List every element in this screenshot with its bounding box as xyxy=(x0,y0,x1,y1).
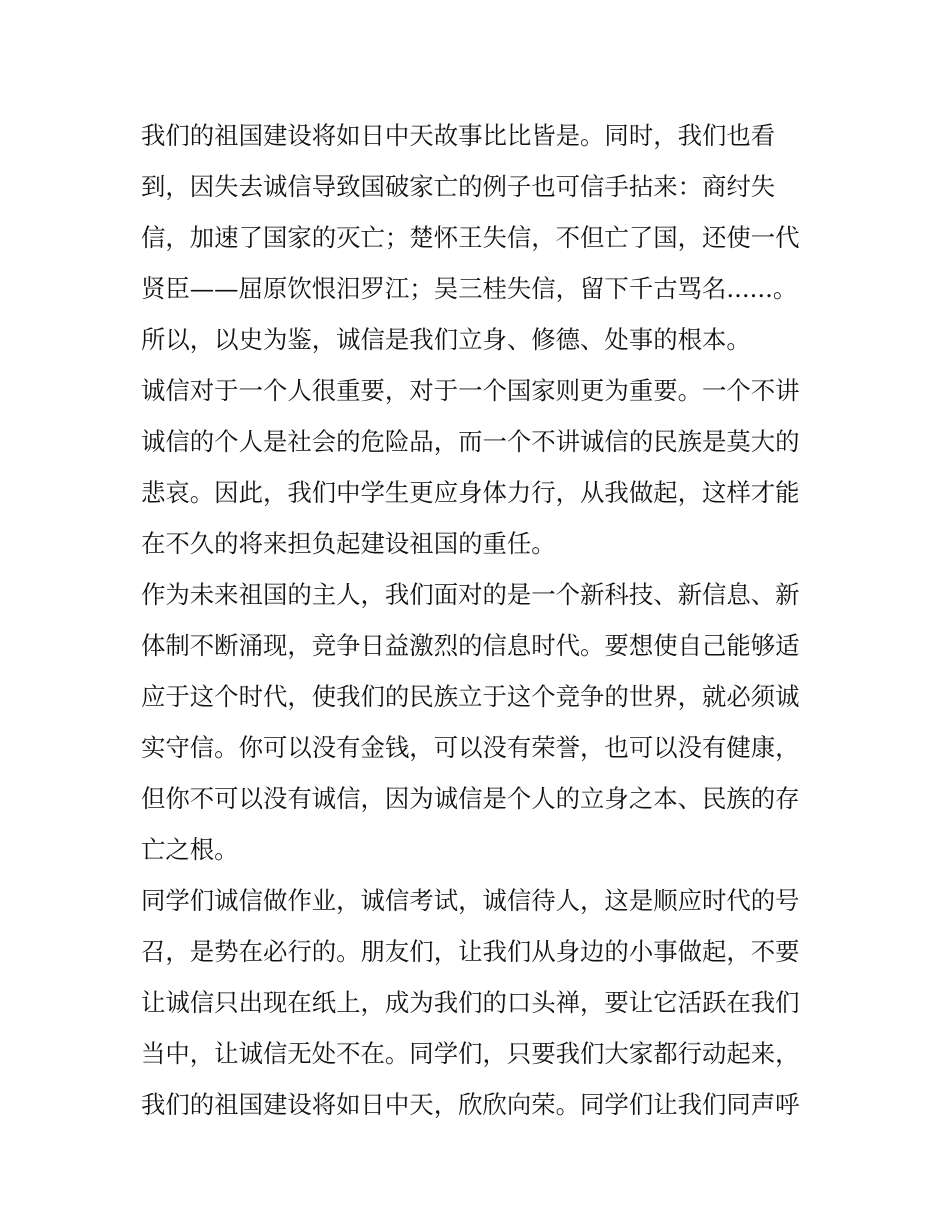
text-line: 悲哀。因此，我们中学生更应身体力行，从我做起，这样才能 xyxy=(141,478,800,507)
text-line: 诚信对于一个人很重要，对于一个国家则更为重要。一个不讲 xyxy=(141,376,800,405)
text-line: 我们的祖国建设将如日中天故事比比皆是。同时，我们也看 xyxy=(141,121,776,150)
text-line: 但你不可以没有诚信，因为诚信是个人的立身之本、民族的存 xyxy=(141,784,800,813)
text-line: 当中，让诚信无处不在。同学们，只要我们大家都行动起来， xyxy=(141,1039,800,1068)
text-line: 同学们诚信做作业，诚信考试，诚信待人，这是顺应时代的号 xyxy=(141,886,800,915)
text-line: 所以，以史为鉴，诚信是我们立身、修德、处事的根本。 xyxy=(141,325,751,354)
body-text xyxy=(141,110,821,1130)
text-line: 到，因失去诚信导致国破家亡的例子也可信手拈来：商纣失 xyxy=(141,172,776,201)
text-line: 我们的祖国建设将如日中天，欣欣向荣。同学们让我们同声呼 xyxy=(141,1090,800,1119)
text-line: 体制不断涌现，竞争日益激烈的信息时代。要想使自己能够适 xyxy=(141,631,800,660)
text-line: 应于这个时代，使我们的民族立于这个竞争的世界，就必须诚 xyxy=(141,682,800,711)
text-line: 贤臣——屈原饮恨汨罗江；吴三桂失信，留下千古骂名......。 xyxy=(141,274,798,303)
text-line: 亡之根。 xyxy=(141,835,239,864)
text-line: 在不久的将来担负起建设祖国的重任。 xyxy=(141,529,556,558)
text-line: 让诚信只出现在纸上，成为我们的口头禅，要让它活跃在我们 xyxy=(141,988,800,1017)
text-line: 召，是势在必行的。朋友们，让我们从身边的小事做起，不要 xyxy=(141,937,800,966)
text-line: 实守信。你可以没有金钱，可以没有荣誉，也可以没有健康， xyxy=(141,733,800,762)
text-line: 诚信的个人是社会的危险品，而一个不讲诚信的民族是莫大的 xyxy=(141,427,800,456)
text-line: 作为未来祖国的主人，我们面对的是一个新科技、新信息、新 xyxy=(141,580,800,609)
text-line: 信，加速了国家的灭亡；楚怀王失信，不但亡了国，还使一代 xyxy=(141,223,800,252)
